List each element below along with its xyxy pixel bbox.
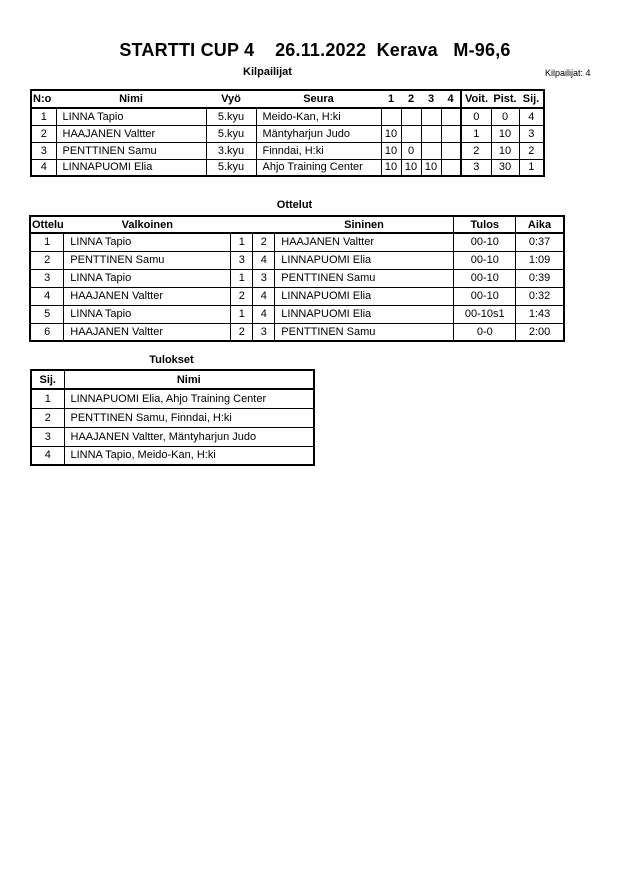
white-number: 1 [231,305,253,323]
blue-number: 4 [253,287,275,305]
competitor-row [31,125,544,142]
competitor-belt: 5.kyu [206,125,256,142]
match-no: 2 [30,251,64,269]
round1-score: 10 [381,142,401,159]
round2-score [401,125,421,142]
match-time: 1:43 [516,305,564,323]
competitor-club: Ahjo Training Center [256,159,381,176]
blue-number: 4 [253,305,275,323]
col-header-blue-no [253,216,275,233]
round4-score [441,142,461,159]
match-time: 0:32 [516,287,564,305]
competitor-row [31,108,544,125]
competitors-count-label: Kilpailijat: 4 [545,68,591,78]
round3-score [421,125,441,142]
result-row [31,408,314,427]
match-result: 0-0 [454,323,516,341]
match-row [30,287,564,305]
placement: 3 [519,125,544,142]
match-result: 00-10 [454,287,516,305]
result-placement: 4 [31,446,64,465]
round1-score: 10 [381,125,401,142]
round2-score: 10 [401,159,421,176]
col-header-aika: Aika [516,216,564,233]
match-result: 00-10 [454,251,516,269]
col-header-sininen: Sininen [275,216,454,233]
white-competitor: HAAJANEN Valtter [64,287,231,305]
col-header-seura: Seura [256,90,381,108]
white-competitor: HAAJANEN Valtter [64,323,231,341]
wins-count: 3 [461,159,491,176]
match-row [30,305,564,323]
match-time: 0:39 [516,269,564,287]
competitor-name: LINNA Tapio [56,108,206,125]
blue-competitor: PENTTINEN Samu [275,269,454,287]
match-time: 1:09 [516,251,564,269]
col-header-voit: Voit. [461,90,491,108]
col-header-ottelu: Ottelu [30,216,64,233]
result-name: LINNA Tapio, Meido-Kan, H:ki [64,446,314,465]
result-name: HAAJANEN Valtter, Mäntyharjun Judo [64,427,314,446]
blue-competitor: HAAJANEN Valtter [275,233,454,251]
result-placement: 3 [31,427,64,446]
col-header-round2: 2 [401,90,421,108]
competitor-belt: 5.kyu [206,159,256,176]
placement: 4 [519,108,544,125]
round4-score [441,159,461,176]
match-time: 0:37 [516,233,564,251]
competitor-name: PENTTINEN Samu [56,142,206,159]
wins-count: 0 [461,108,491,125]
blue-number: 4 [253,251,275,269]
result-name: PENTTINEN Samu, Finndai, H:ki [64,408,314,427]
round3-score [421,108,441,125]
match-no: 4 [30,287,64,305]
white-number: 1 [231,269,253,287]
round2-score [401,108,421,125]
white-competitor: LINNA Tapio [64,269,231,287]
blue-competitor: LINNAPUOMI Elia [275,251,454,269]
tulokset-table [30,369,315,466]
ottelut-heading: Ottelut [276,199,313,211]
blue-number: 3 [253,323,275,341]
kilpailijat-header-row [31,90,544,108]
competitor-no: 4 [31,159,56,176]
round3-score: 10 [421,159,441,176]
blue-competitor: LINNAPUOMI Elia [275,287,454,305]
round2-score: 0 [401,142,421,159]
match-result: 00-10 [454,233,516,251]
competitor-club: Mäntyharjun Judo [256,125,381,142]
placement: 2 [519,142,544,159]
blue-competitor: LINNAPUOMI Elia [275,305,454,323]
tulokset-heading: Tulokset [149,354,194,366]
competitor-belt: 5.kyu [206,108,256,125]
match-result: 00-10s1 [454,305,516,323]
col-header-nimi: Nimi [56,90,206,108]
competitor-no: 3 [31,142,56,159]
tulokset-header-row [31,370,314,389]
page-title: STARTTI CUP 4 26.11.2022 Kerava M-96,6 [119,40,511,60]
col-header-no: N:o [31,90,56,108]
round3-score [421,142,441,159]
blue-competitor: PENTTINEN Samu [275,323,454,341]
result-placement: 1 [31,389,64,408]
white-number: 2 [231,323,253,341]
result-row [31,389,314,408]
ottelut-header-row [30,216,564,233]
white-competitor: LINNA Tapio [64,233,231,251]
col-header-nimi: Nimi [64,370,314,389]
col-header-valkoinen: Valkoinen [64,216,231,233]
white-number: 3 [231,251,253,269]
match-row [30,269,564,287]
col-header-vyo: Vyö [206,90,256,108]
result-row [31,427,314,446]
col-header-round1: 1 [381,90,401,108]
wins-count: 1 [461,125,491,142]
match-row [30,233,564,251]
competitor-club: Meido-Kan, H:ki [256,108,381,125]
result-placement: 2 [31,408,64,427]
points-count: 30 [491,159,519,176]
match-no: 5 [30,305,64,323]
match-no: 3 [30,269,64,287]
competitor-belt: 3.kyu [206,142,256,159]
round1-score: 10 [381,159,401,176]
round4-score [441,108,461,125]
match-no: 1 [30,233,64,251]
match-row [30,251,564,269]
match-result: 00-10 [454,269,516,287]
points-count: 0 [491,108,519,125]
col-header-sij: Sij. [519,90,544,108]
competitor-name: LINNAPUOMI Elia [56,159,206,176]
kilpailijat-table [30,89,545,177]
points-count: 10 [491,142,519,159]
result-name: LINNAPUOMI Elia, Ahjo Training Center [64,389,314,408]
competitor-no: 1 [31,108,56,125]
col-header-sij: Sij. [31,370,64,389]
col-header-tulos: Tulos [454,216,516,233]
competitor-row [31,159,544,176]
placement: 1 [519,159,544,176]
ottelut-table [29,215,565,342]
wins-count: 2 [461,142,491,159]
result-row [31,446,314,465]
competitor-name: HAAJANEN Valtter [56,125,206,142]
round1-score [381,108,401,125]
competitor-no: 2 [31,125,56,142]
white-competitor: PENTTINEN Samu [64,251,231,269]
col-header-round3: 3 [421,90,441,108]
col-header-round4: 4 [441,90,461,108]
competitor-club: Finndai, H:ki [256,142,381,159]
match-row [30,323,564,341]
white-number: 1 [231,233,253,251]
match-no: 6 [30,323,64,341]
points-count: 10 [491,125,519,142]
col-header-pist: Pist. [491,90,519,108]
round4-score [441,125,461,142]
blue-number: 3 [253,269,275,287]
blue-number: 2 [253,233,275,251]
col-header-white-no [231,216,253,233]
kilpailijat-heading: Kilpailijat [243,66,292,78]
white-number: 2 [231,287,253,305]
match-time: 2:00 [516,323,564,341]
white-competitor: LINNA Tapio [64,305,231,323]
competitor-row [31,142,544,159]
